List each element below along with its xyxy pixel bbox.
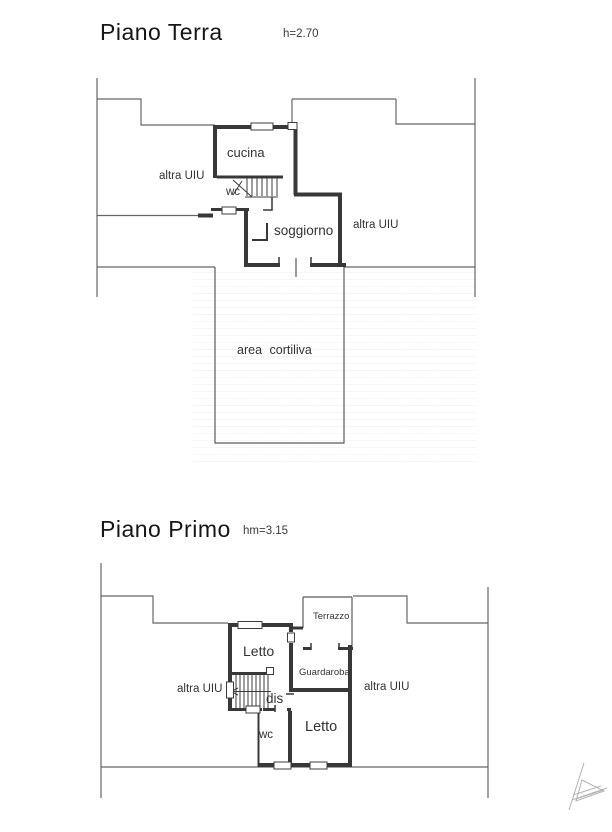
bedroom-door xyxy=(288,633,295,642)
room-label-wardrobe: Guardaroba xyxy=(299,667,350,678)
room-label-wc-terra: wc xyxy=(226,186,241,198)
hall-window xyxy=(246,706,260,713)
room-label-living: soggiorno xyxy=(274,223,334,238)
piano-terra-plan xyxy=(97,78,475,443)
terra-outer-boundary xyxy=(97,78,475,297)
floor-height-terra: h=2.70 xyxy=(283,28,319,40)
room-label-wc-primo: wc xyxy=(259,729,274,741)
room-label-bedroom-lower: Letto xyxy=(305,719,338,735)
room-label-kitchen: cucina xyxy=(227,145,265,160)
terra-windows xyxy=(222,123,297,215)
bedroom-window xyxy=(238,622,262,629)
room-label-other-unit-left-primo: altra UIU xyxy=(177,683,223,695)
room-label-other-unit-right-terra: altra UIU xyxy=(353,219,399,231)
floor-title-primo: Piano Primo xyxy=(100,516,231,542)
floor-height-primo: hm=3.15 xyxy=(243,525,289,537)
terra-unit-walls xyxy=(198,125,346,277)
entry-door xyxy=(222,207,236,214)
signature-mark xyxy=(569,763,607,810)
side-window xyxy=(227,682,234,698)
primo-terrace-outline xyxy=(303,597,352,647)
bedroom2-window xyxy=(310,762,327,769)
room-label-other-unit-right-primo: altra UIU xyxy=(364,681,410,693)
room-label-other-unit-left-terra: altra UIU xyxy=(159,170,205,182)
piano-primo-plan xyxy=(101,563,488,798)
door-jamb-box xyxy=(288,123,297,130)
floor-title-terra: Piano Terra xyxy=(100,19,223,45)
room-label-terrace: Terrazzo xyxy=(313,611,350,622)
primo-stairs xyxy=(231,675,271,708)
wc-window xyxy=(274,762,291,769)
room-label-hall: dis xyxy=(266,691,284,706)
room-label-bedroom-upper: Letto xyxy=(243,643,275,659)
room-label-courtyard: area cortiliva xyxy=(237,343,312,357)
primo-outer-boundary xyxy=(101,563,488,798)
stair-jamb-box xyxy=(267,668,274,675)
kitchen-window xyxy=(251,123,273,130)
